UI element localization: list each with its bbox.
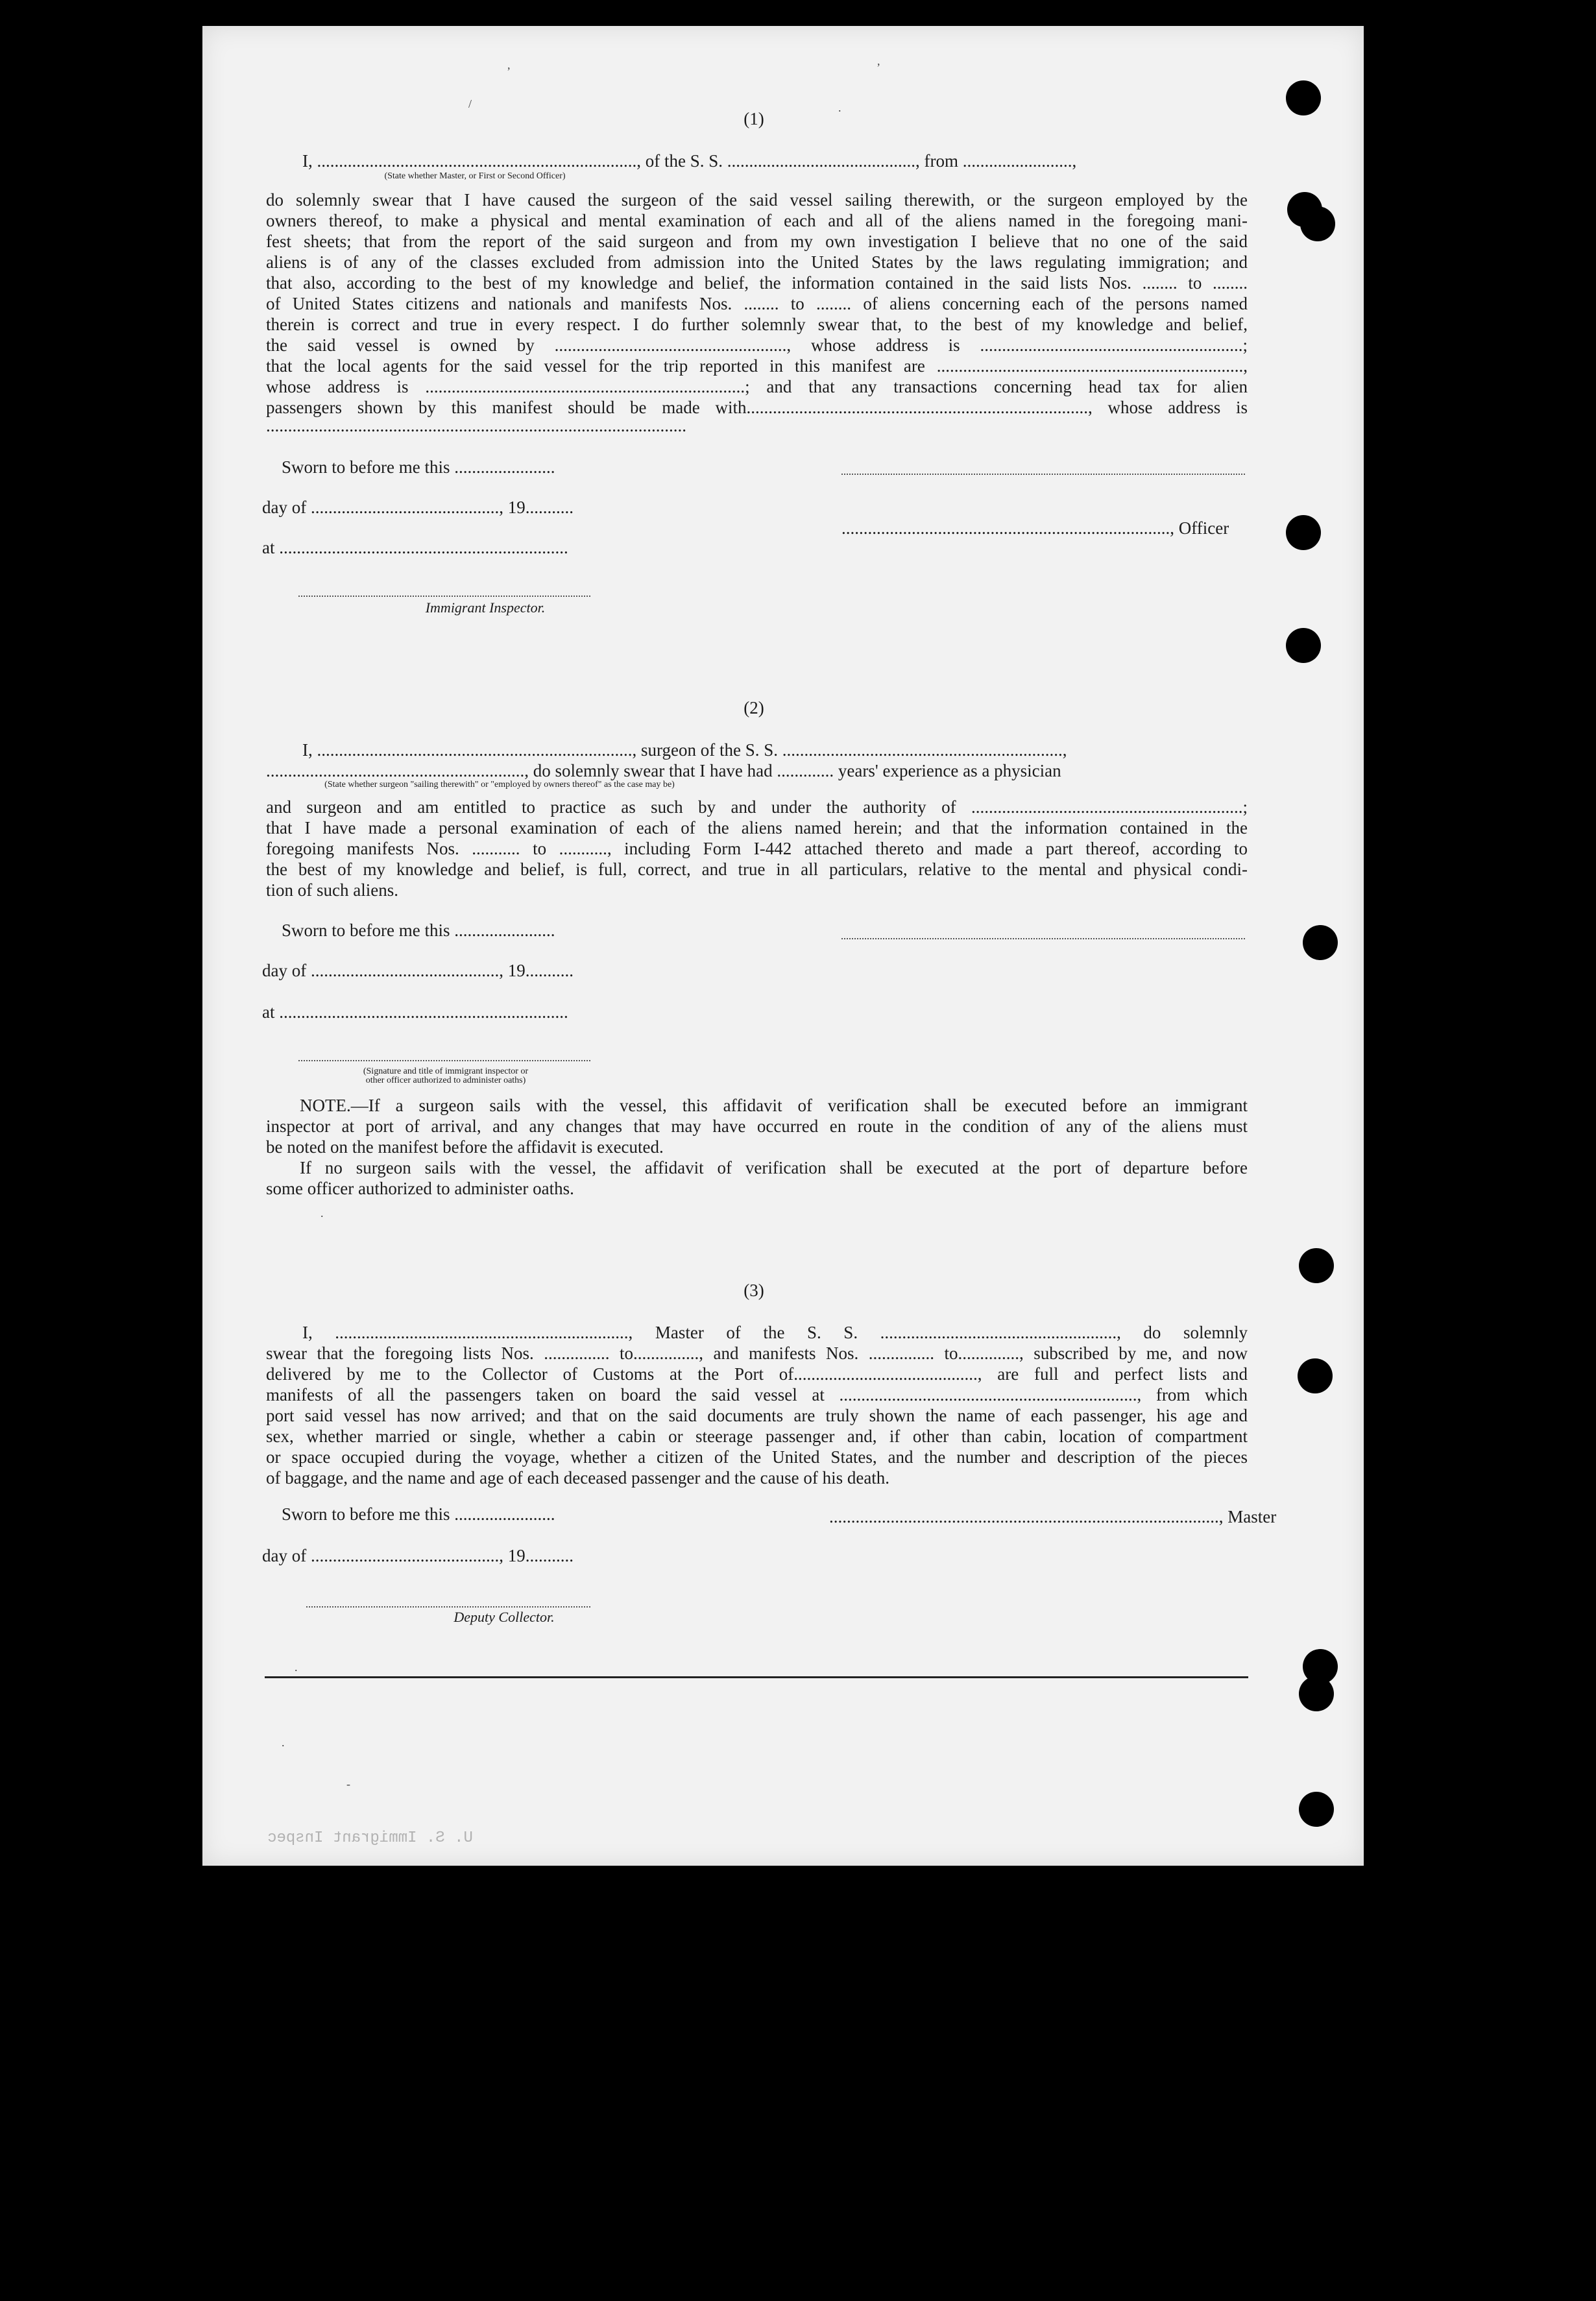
section-1-line-1: do solemnly swear that I have caused the surgeon of the said vessel sailing therewith, or the surgeon employed by the xyxy=(266,190,1248,210)
section-2-signer-note-2: other officer authorized to administer oaths) xyxy=(365,1076,526,1085)
section-3-line-6: sex, whether married or single, whether a cabin or steerage passenger and, if other than cabin, location of compartment xyxy=(266,1427,1248,1446)
punch-hole xyxy=(1303,925,1338,960)
section-3-line-1: I, ..................................................................., Master of the S. S. ......................................................, do solemnly xyxy=(302,1323,1248,1342)
inspector-stamp: U. S. Immigrant Inspec xyxy=(267,1829,473,1847)
section-2-at: at .................................................................. xyxy=(262,1002,568,1022)
manifest-sheet xyxy=(202,26,1364,1866)
section-1-line-7: therein is correct and true in every respect. I do further solemnly swear that, to the best of my knowledge and belief, xyxy=(266,315,1248,334)
punch-hole xyxy=(1299,1792,1334,1827)
section-2-line-7: tion of such aliens. xyxy=(266,880,398,900)
punch-hole xyxy=(1299,1676,1334,1711)
section-3-heading: (3) xyxy=(744,1281,764,1300)
section-3-collector-title: Deputy Collector. xyxy=(453,1609,555,1625)
section-1-sworn: Sworn to before me this ....................... xyxy=(282,457,555,477)
speck: , xyxy=(877,54,880,67)
section-2-note-line-3: be noted on the manifest before the affidavit is executed. xyxy=(266,1137,664,1157)
section-2-note2-line-1: If no surgeon sails with the vessel, the affidavit of verification shall be executed at the port of departure before xyxy=(300,1158,1248,1177)
section-3-line-5: port said vessel has now arrived; and that on the said documents are truly shown the name of each passenger, his age and xyxy=(266,1406,1248,1425)
section-1-signature-line xyxy=(841,474,1245,475)
section-2-line-4: that I have made a personal examination of each of the aliens named herein; and that the information contained in the xyxy=(266,818,1248,837)
section-2-signer-note-1: (Signature and title of immigrant inspector or xyxy=(363,1066,529,1076)
section-1-line-6: of United States citizens and nationals and manifests Nos. ........ to ........ of aliens concerning each of the persons named xyxy=(266,294,1248,313)
section-3-collector-line xyxy=(306,1606,590,1608)
section-3-line-2: swear that the foregoing lists Nos. ............... to..............., and manifests Nos. ............... to.............., subscribed by me, and now xyxy=(266,1343,1248,1363)
speck: . xyxy=(295,1661,298,1674)
section-1-line-9: that the local agents for the said vessel for the trip reported in this manifest are ......................................................................, xyxy=(266,356,1248,376)
section-1-line-2: owners thereof, to make a physical and mental examination of each and all of the aliens named in the foregoing mani- xyxy=(266,211,1248,230)
punch-hole xyxy=(1286,515,1321,550)
section-3-line-4: manifests of all the passengers taken on board the said vessel at ...................................................................., from which xyxy=(266,1385,1248,1404)
section-2-day: day of ..........................................., 19........... xyxy=(262,961,574,980)
section-2-note-line-2: inspector at port of arrival, and any changes that may have occurred en route in the condition of any of the aliens must xyxy=(266,1116,1248,1136)
section-1-last-line: ................................................................................................ xyxy=(266,416,686,435)
section-1-line-11: passengers shown by this manifest should be made with.............................................................................., whose address is xyxy=(266,398,1248,417)
section-3-line-3: delivered by me to the Collector of Customs at the Port of.........................................., are full and perfect lists and xyxy=(266,1364,1248,1384)
speck: . xyxy=(282,1736,285,1749)
section-1-inspector-title: Immigrant Inspector. xyxy=(425,599,546,616)
speck: , xyxy=(507,58,511,71)
section-2-inspector-line xyxy=(298,1060,590,1061)
section-2-note-line-1: NOTE.—If a surgeon sails with the vessel, this affidavit of verification shall be executed before an immigrant xyxy=(300,1096,1248,1115)
punch-hole xyxy=(1299,1248,1334,1283)
speck: . xyxy=(320,1207,324,1220)
section-1-line-4: aliens is of any of the classes excluded from admission into the United States by the laws regulating immigration; and xyxy=(266,252,1248,272)
section-1-line-10: whose address is .........................................................................; and that any transactions concerning head tax for alien xyxy=(266,377,1248,396)
bottom-rule xyxy=(265,1676,1248,1678)
section-2-note2-line-2: some officer authorized to administer oaths. xyxy=(266,1179,574,1198)
section-2-signature-line xyxy=(841,938,1245,939)
punch-hole xyxy=(1300,206,1335,241)
section-1-line-8: the said vessel is owned by ....................................................., whose address is ............................................................; xyxy=(266,335,1248,355)
section-2-line-3: and surgeon and am entitled to practice as such by and under the authority of ..............................................................; xyxy=(266,797,1248,817)
section-2-intro: I, ........................................................................, surgeon of the S. S. ................................................................, xyxy=(302,740,1067,760)
section-2-line-2: ..........................................................., do solemnly swear that I have had ............. years' experience as a physician xyxy=(266,761,1061,780)
section-1-intro: I, ........................................................................., of the S. S. ..........................................., from ........................., xyxy=(302,151,1077,171)
section-3-line-8: of baggage, and the name and age of each deceased passenger and the cause of his death. xyxy=(266,1468,890,1488)
speck: . xyxy=(838,101,841,114)
section-3-day: day of ..........................................., 19........... xyxy=(262,1546,574,1565)
section-1-heading: (1) xyxy=(744,109,764,128)
section-2-line-5: foregoing manifests Nos. ........... to ..........., including Form I-442 attached thereto and made a part thereof, according to xyxy=(266,839,1248,858)
section-2-heading: (2) xyxy=(744,698,764,717)
section-1-day: day of ..........................................., 19........... xyxy=(262,498,574,517)
speck: / xyxy=(468,97,472,110)
punch-hole xyxy=(1286,80,1321,115)
section-3-sworn: Sworn to before me this ....................... xyxy=(282,1504,555,1524)
section-1-officer: ..........................................................................., Officer xyxy=(841,518,1229,538)
section-1-inspector-line xyxy=(298,596,590,597)
punch-hole xyxy=(1286,628,1321,663)
section-1-line-5: that also, according to the best of my knowledge and belief, the information contained in the said lists Nos. ........ to ........ xyxy=(266,273,1248,293)
section-1-at: at .................................................................. xyxy=(262,538,568,557)
section-1-line-3: fest sheets; that from the report of the said surgeon and from my own investigation I believe that no one of the said xyxy=(266,232,1248,251)
section-2-line-2-note: (State whether surgeon "sailing therewith" or "employed by owners thereof" as the case may be) xyxy=(324,780,675,789)
section-2-sworn: Sworn to before me this ....................... xyxy=(282,921,555,940)
section-1-intro-note: (State whether Master, or First or Second Officer) xyxy=(384,171,566,181)
section-2-line-6: the best of my knowledge and belief, is full, correct, and true in all particulars, relative to the mental and physical condi- xyxy=(266,860,1248,879)
section-3-master: ........................................................................................., Master xyxy=(829,1507,1277,1526)
section-3-line-7: or space occupied during the voyage, whether a citizen of the United States, and the number and description of the pieces xyxy=(266,1447,1248,1467)
punch-hole xyxy=(1298,1358,1333,1393)
speck: - xyxy=(346,1777,350,1790)
